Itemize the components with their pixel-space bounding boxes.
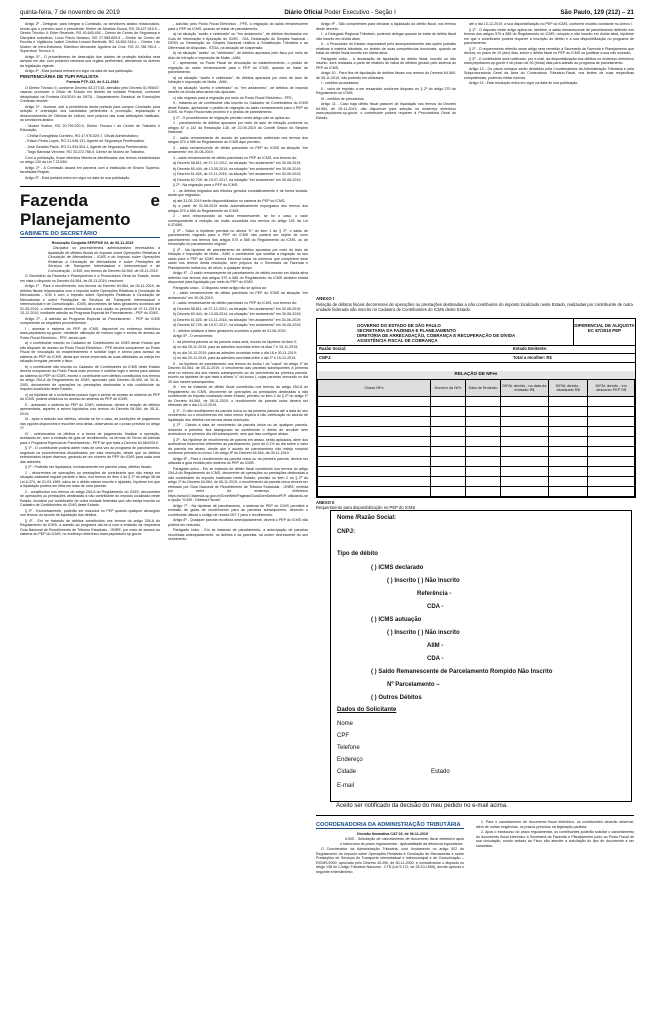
nfe-table	[317, 379, 635, 497]
text-paragraph: Artigo 12 - Os casos omissos serão decididos pela Coordenadoria da Administração Tributária e pela Subprocuradoria Geral da Área do Contencioso Tributário-Fiscal, nos limites de suas respectivas competências, podendo editar normas.	[464, 66, 634, 80]
text-paragraph: 2. Após o transcurso do prazo regulamentar, os contribuintes poderão solicitar o cancelamento do documento fiscal eletrônico à Secretaria da Fazenda e Planejamento junto ao Posto Fiscal de sua vinculação, sendo vedado ao Fisco não atender a solicitação do tipo de documento a ser cancelado.	[476, 830, 634, 848]
text-paragraph: b) Decreto 60.444, de 13-05-2014, na situação "em andamento" em 30-06-2019;	[173, 166, 302, 171]
text-paragraph: b) Decreto 60.444, de 13-05-2014, na situação "em andamento" em 30-06-2019;	[173, 312, 302, 316]
text-paragraph: c) na hipótese de o contribuinte possuir login e senha de acesso ao sistema do PEP do ICMS, poderá utilizá-los no acesso ao sistema do PEP do ICMS;	[20, 392, 160, 401]
text-paragraph: III - após a seleção dos débitos, simular se for o caso, as condições de pagamento nas opções disponíveis e escolher uma delas, observando-se o prazo previsto no artigo 1º;	[20, 417, 160, 430]
text-paragraph: Com a publicação, ficam referidos Membros identificados dos termos estabelecidos no artigo 130 da Lei 7.210/84.	[20, 155, 160, 164]
text-paragraph: Artigo 8º - Qualquer parcela recolhida antecipadamente, deverá o PEP do ICMS não poderá ser reduzido.	[168, 518, 308, 527]
text-paragraph: O Secretário da Fazenda e Planejamento e a Procuradora Geral do Estado, tendo em vista o disposto no Decreto 64.564, de 05-11-2019, resolvem:	[20, 274, 160, 283]
text-paragraph: § 4º - Em se tratando de débitos constituídos nos termos do artigo 254-A do Regulamento do ICMS, a adesão ao programa dar-se-á com a emissão da respectiva Guia Nacional de Recolhimento de Tributos Estaduais - GNRE, por meio de acesso ao sistema do PEP do ICMS, no endereço eletrônico www.pepdoicms.sp.gov.br.	[20, 518, 160, 536]
text-paragraph: § 2º - Na migração para o PEP do ICMS:	[173, 183, 239, 187]
text-paragraph: Artigo 2º - Designar, para integrar a Comissão, os servidores abaixo relacionados, sendo que o primeiro será o presidente: Kleber de Almeida Souza, RG 25.427.515-9 – Diretor Técnico II; Ester Rezende, RG 40.645.445 – Diretor de Centro de Segurança e Disciplina substituto; Lúcio Flávio Nolasco, RG 27.585.609-5 – Diretor de Centro de Escolta e Vigilância; Isabel Cristina Lussari Bertinotti, RG 18.562.316-x – Diretor I do Núcleo de Infra-Estrutura; Edinilson Alexandre Aguilera da Cruz, RG 22.758.790-4 – Supervisor Técnico II.	[20, 22, 160, 53]
text-paragraph: Artigo 4º - Esta portaria entrará em vigor na data de sua publicação.	[25, 69, 134, 73]
table-row	[318, 417, 635, 427]
text-paragraph: Artigo 4º - O saldo remanescente de parcelamento de débito inscrito em dívida ativa deferido nos termos dos artigos 570 a 585 do Regulamento do ICMS também estará disponível para liquidação por meio do PEP do ICMS.	[168, 271, 308, 284]
text-paragraph: Parágrafo único - A declaração de liquidação do débito fiscal, inscrito ou não inscrito, será realizada a partir de relatório de baixa de débitos gerado pelo sistema do PEP do ICMS.	[316, 56, 456, 70]
text-paragraph: I - acessar o sistema do PEP do ICMS, disponível no endereço eletrônico www.pepdoicms.sp.gov.br, mediante utilização de mesmo login e senha de acesso ao Posto Fiscal Eletrônico - PFE, sendo que:	[20, 326, 160, 340]
text-paragraph: b) no dia 10-12-2019, para as adesões ocorridas entre o dia 16 e 30-11-2019;	[173, 350, 297, 355]
inscrito-option[interactable]: ( ) Inscrito ( ) Não Inscrito	[387, 578, 460, 584]
text-paragraph: II - tratando-se de contribuinte não inscrito no Cadastro de Contribuintes do ICMS deste Estado, apresentar o pedido de migração do saldo remanescente para o PEP do ICMS, no Posto Fiscal mais próximo e o pedido de parcelamento.	[168, 101, 308, 114]
text-paragraph: 2 - saldo remanescente de acordo de parcelamento celebrado nos termos dos artigos 570 a 585 do Regulamento do ICMS aqui previsto;	[168, 135, 308, 144]
form-box-title: GOVERNO DO ESTADO DE SÃO PAULO SECRETARIA DA FAZENDA E PLANEJAMENTO DIRETORIA DE ARRECADAÇÃO, COBRANÇA E RECUPERAÇÃO DE DÍVIDA ASSISTÊNCIA FISCAL DE COBRANÇA	[357, 323, 516, 343]
estado-field-label: Estado	[431, 769, 450, 775]
text-paragraph: Parágrafo único - Em se tratando de parcelamento, a antecipação de parcelas recolhidas antecipadamente, os débitos e as parcelas, na ordem decrescente do seu vencimento.	[168, 528, 308, 541]
text-paragraph: § 2º - Poderão ser liquidados, exclusivamente em parcela única, débitos fiscais:	[25, 465, 152, 469]
text-paragraph: a) Decreto 58.811, de 27-12-2012, na situação "em andamento" em 30-06-2019;	[173, 161, 302, 165]
text-paragraph: Artigo 2º - A Comissão atuará em parceria com a instituição de Ensino Superior, facultadas Regras.	[20, 165, 160, 174]
text-paragraph: até o dia 13-12-2019, a sua disponibilização no PEP do ICMS, conforme modelo constante no Anexo I.	[469, 22, 633, 26]
referencia-label: Referência -	[417, 591, 452, 597]
column-header: DIFAL devido - na data da emissão R$	[501, 380, 549, 397]
text-paragraph: b) o contribuinte não inscrito no Cadastro de Contribuintes do ICMS deste Estado deverá comparecer ao Posto Fiscal mais próximo e solicitar login e senha para acesso ao sistema do PEP do ICMS, exceto o contribuinte com débitos constituídos nos termos do artigo 254-A do Regulamento do ICMS, aprovado pelo Decreto 45.490, de 30-11-2000, decorrentes de operações ou prestações destinadas a não contribuinte do imposto localizado neste Estado;	[20, 364, 160, 391]
text-paragraph: Artigo 6º - Para o recolhimento da parcela única ou da primeira parcela, deverá ser utilizada a guia emitida pelo sistema do PEP do ICMS.	[168, 456, 308, 465]
decision-title: Decisão Normativa CAT 03, de 06-11-2019	[357, 831, 428, 836]
cnpj-row: CNPJ: Total a recolher: R$	[317, 354, 635, 363]
table-row	[318, 427, 635, 437]
email-field-label: E-mail	[337, 783, 355, 789]
difal-label: DIFERENCIAL DE ALÍQUOTA EC 87/2015 PEP	[573, 319, 635, 345]
table-row	[318, 447, 635, 457]
text-paragraph: c) Decreto 61.625, de 13-11-2015, na situação "em andamento" em 30-06-2019;	[173, 172, 301, 176]
text-paragraph: Artigo 10 - Para fins de liquidação de débitos fiscais nos termos do Decreto 64.564, de 05-11-2019, não poderão ser utilizados:	[316, 71, 456, 80]
table-row	[318, 457, 635, 467]
icms-declarado-option[interactable]: ( ) ICMS declarado	[371, 565, 424, 571]
resolution-title: Resolução Conjunta SFP/PGE 04, de 06-11-2019	[51, 240, 134, 245]
text-paragraph: - Tiago Barbosa Veronez, RG 33.272.756-9, Diretor de Núcleo de Trabalho.	[25, 150, 146, 154]
portaria-title: Portaria PTP-132, de 6-11-2019	[66, 80, 119, 84]
text-paragraph: Artigo 13 - Esta resolução entra em vigor na data de sua publicação.	[469, 81, 579, 85]
text-paragraph: - Cinthia Evangelista Cordeiro, RG 47.976.529-7, Oficial Administrativo;	[25, 133, 139, 138]
request-form	[330, 510, 632, 802]
table-row	[318, 407, 635, 417]
saldo-remanescente-option[interactable]: ( ) Saldo Remanescente de Parcelamento Rompido Não Inscrito	[371, 669, 553, 675]
nome-field-label: Nome	[337, 721, 354, 727]
text-paragraph: 2 - constituídos nos termos do artigo 254-A do Regulamento do ICMS, decorrentes de operações ou prestações destinadas a não contribuinte do imposto localizado neste Estado, inclusive por contribuinte de outra unidade federada que não esteja inscrito no Cadastro de Contribuintes do ICMS deste Estado.	[20, 489, 160, 507]
subsection-title: GABINETE DO SECRETÁRIO	[20, 232, 160, 238]
text-paragraph: Artigo 5º - O vencimento:	[173, 334, 214, 338]
decision-ementa: ICMS - Solicitação de cancelamento de documento fiscal eletrônico após o transcurso do prazo regulamentar - Aplicabilidade da denúncia espontânea	[340, 837, 464, 846]
nome-label: Nome /Razão Social:	[337, 515, 397, 521]
text-paragraph: I - o Delegado Regional Tributário, podendo delegar quando se tratar de débito fiscal não inscrito em dívida ativa;	[316, 32, 456, 41]
text-paragraph: Artigo 9º - São competentes para declarar a liquidação do débito fiscal, nos termos deste decreto:	[316, 22, 456, 31]
endereco-field-label: Endereço	[337, 757, 363, 763]
relacao-nfes-header: RELAÇÃO DE NFes	[317, 371, 635, 380]
annex-title: ANEXO I	[316, 296, 335, 301]
text-paragraph: 1 - decorrentes de operações ou prestações de contribuinte que não esteja em situação cadastral regular perante o fisco, nos termos do item 4 do § 1º do artigo 38 da Lei 6.374, de 01-03-1989, salvo se o débito estiver inscrito e ajuizado, hipótese em que a liquidação poderá ser feita em mais de uma parcela;	[20, 470, 160, 488]
text-paragraph: IV - selecionados os débitos e a forma de pagamento, finalizar a operação, aceitando-se, com a emissão da guia de recolhimento, os termos do Termo de Adesão para o Programa Especial de Parcelamento - PEP de que trata o Decreto 64.564/2019.	[20, 431, 160, 445]
column-header: DIFAL devido - em desconto PEP R$	[588, 380, 635, 397]
column-header: Data de Emissão	[466, 380, 501, 397]
text-paragraph: II - o Procurador do Estado responsável pelo acompanhamento das ações judiciais relativas à matéria tributária, no âmbito de suas competências funcionais, quando se tratar de débito fiscal inscrito em dívida ativa.	[316, 42, 456, 55]
column-2	[168, 22, 308, 1020]
text-paragraph: a) o contribuinte inscrito no Cadastro de Contribuintes do ICMS deste Estado que não dispuser de acesso ao Posto Fiscal Eletrônico - PFE deverá comparecer ao Posto Fiscal de vinculação do estabelecimento e solicitar login e senha para acesso ao sistema do PEP do ICMS, ainda que tenha encerrado as suas atividades ou esteja em situação irregular perante o fisco;	[20, 341, 160, 363]
text-paragraph: Parágrafo único - Em se tratando de débito fiscal constituído nos termos do artigo 254-A do Regulamento do ICMS, decorrente de operações ou prestações destinadas a não contribuinte do imposto localizado neste Estado, previsto no item 2 do § 2º do artigo 1º do Decreto 64.564, de 05-11-2019, o recolhimento da parcela única deverá ser efetuado por Guia Nacional de Recolhimento de Tributos Estaduais - GNRE, emitida por meio do endereço eletrônico https://www10.fazenda.sp.gov.br/GnreWeb/Paginas/GuiaGnreDebitosPEP, utilizando-se a opção "ICMS - Débitos Fiscais".	[168, 466, 308, 502]
text-paragraph: c) Decreto 61.625, de 13-11-2015, na situação "em andamento" em 30-06-2019;	[173, 317, 301, 322]
cpf-field-label: CPF	[337, 733, 349, 739]
annex-ii	[316, 500, 634, 510]
aiim-label: AIIM -	[427, 643, 444, 649]
text-paragraph: 2 - saldo remanescente de débito parcelado no PEP do ICMS, nos termos do:	[173, 301, 297, 305]
text-paragraph: a) Decreto 58.811, de 27-12-2012, na situação "em andamento" em 30-06-2019;	[173, 306, 302, 311]
text-paragraph: Artigo 7º - Na hipótese de parcelamento, o sistema do PEP do ICMS permitirá a emissão de guias de recolhimento para as parcelas subsequentes, devendo o contribuinte utilizar o código de receita 097-7 para o recolhimento.	[168, 503, 308, 517]
text-paragraph: II - valor de imposto a ser ressarcido conforme disposto no § 2º do artigo 270 do Regulamento do ICMS;	[316, 86, 456, 95]
aceito-text: Aceito ser notificado da decisão do meu pedido no e-mail acima.	[336, 803, 508, 809]
text-paragraph: - Edson Pedro Lopes, RG 21.946.131, Agente de Segurança Penitenciária;	[25, 139, 145, 143]
column-header: Número da NFe	[431, 380, 466, 397]
table-row	[318, 467, 635, 477]
text-paragraph: d) Decreto 62.709, de 19-07-2017, na situação "em andamento" em 30-06-2019;	[173, 323, 302, 327]
text-paragraph: § 2º - O requerimento referido neste artigo será remetido à Secretaria da Fazenda e Planejamento que deverá, no prazo de 10 (dez) dias, incluir o débito fiscal no PEP do ICMS ou justificar a sua não inclusão.	[464, 46, 634, 55]
annex-description: Requerimento para disponibilização no PEP do ICMS	[316, 505, 416, 510]
nfe-form-box	[316, 318, 636, 498]
column-header: Chave NFe	[318, 380, 431, 397]
text-paragraph: 4 - saldo remanescente de débito parcelado no PEP do ICMS, nos termos do:	[173, 155, 297, 160]
text-paragraph: III - créditos de precatórios.	[321, 96, 365, 101]
text-paragraph: 3 - saldo remanescente de débito parcelado no PEP do ICMS na situação "em andamento" em 30-06-2019;	[168, 145, 308, 154]
text-paragraph: O Diretor Técnico II, conforme Decreto 63.277/18, atendido pelo Decreto 51.906/07, visando promover o Ofício de Estudo em âmbito da unidade Prisional, conforme disciplinado na Portaria 001/2019 do DETA - Departamento Estadual de Execuções Criminais resolve:	[20, 85, 160, 103]
form-box-header	[317, 319, 635, 346]
text-paragraph: Artigo 11 - Caso haja débito fiscal passível de liquidação nos termos do Decreto 64.564, de 05-11-2019, não disponível para seleção no endereço eletrônico www.pepdoicms.sp.gov.br, o contribuinte poderá requerer à Procuradoria Geral do Estado,	[316, 102, 456, 120]
text-paragraph: 2 - será reincorporado ao saldo remanescente, se for o caso, o valor correspondente à redução da multa concedida nos termos do artigo 101 da Lei 6.374/89.	[168, 214, 308, 227]
annex-title: ANEXO II	[316, 500, 335, 505]
text-paragraph: I - créditos acumulados;	[321, 81, 360, 85]
text-paragraph: § 1º - O contribuinte poderá aderir mais de uma vez ao programa de parcelamento, seguindo os procedimentos disciplinados por esta resolução, desde que os débitos selecionados sejam diversos, gerando-se um número de PEP do ICMS para cada uma das adesões.	[20, 446, 160, 464]
cidade-field-label: Cidade	[337, 769, 357, 775]
column-3	[316, 22, 456, 292]
text-paragraph: b) na situação "aceito" ou "celebrado", de débitos apurados pelo fisco por meio de Auto de Infração e Imposição de Multa - AIIM;	[168, 51, 308, 60]
section-title: Fazenda e Planejamento	[20, 186, 160, 229]
text-paragraph: c) no dia 20-12-2019, para as adesões ocorridas entre o dia 1º e 15-12-2019;	[173, 356, 297, 360]
cda-label: CDA -	[427, 604, 444, 610]
cnpj-label: CNPJ:	[337, 529, 356, 535]
text-paragraph: § 3º - Exclusivamente, poderão ser incluídos no PEP quando qualquer abrangido nos termos do acordo de liquidação dos débitos.	[20, 508, 160, 517]
text-paragraph: II - na hipótese de parcelamento nos termos do inciso I do "caput" do artigo 1º do Decreto 64.564, de 05-11-2019, o vencimento das parcelas subsequentes à primeira será no mesmo dia dos meses subsequentes ao do vencimento da primeira parcela, exceto na hipótese de que trata a alínea "c" do inciso I, cujas parcelas vencerão no dia 25 dos meses subsequentes.	[168, 361, 308, 384]
text-paragraph: b) na situação "aceito e celebrado" ou "em andamento", de débitos de imposto inscrito na dívida ativa ainda não ajuizado;	[168, 85, 308, 94]
outros-debitos-option[interactable]: ( ) Outros Débitos	[371, 695, 422, 701]
column-4	[464, 22, 634, 292]
column-1	[20, 22, 160, 1020]
page-header	[20, 6, 634, 19]
text-paragraph: a) no dia 25-11-2019, para as adesões ocorridas entre os dias 7 e 15-11-2019;	[173, 345, 299, 349]
telefone-field-label: Telefone	[337, 745, 360, 751]
section-heading: PENITENCIÁRIA DE TUPI PAULISTA	[20, 73, 99, 79]
text-paragraph: a) na situação "aceito e celebrado", de débitos apurados por meio de Auto de Infração e Imposição de Multa - AIIM;	[168, 75, 308, 84]
tipo-debito-label: Tipo de débito	[337, 551, 378, 557]
table-row	[318, 487, 635, 497]
text-paragraph: § 2º - Caindo a data de vencimento da parcela única ou de qualquer parcela, incluindo a primeira, fica assegurado ao contribuinte o direito de recolher sem acréscimos no primeiro dia útil subsequente, sem que isso configure atraso.	[168, 423, 308, 436]
text-paragraph: Artigo 3º - O procedimento de destruição dos coletes de proteção balística será lavrado em ata, com posterior remessa aos órgãos pertinentes, atendendo os dizeres da legislação vigente.	[20, 54, 160, 68]
text-paragraph: a) até 31-05-2019 serão disponibilizados no sistema do PEP do ICMS;	[173, 198, 286, 203]
annex-i	[316, 296, 634, 312]
cda-label-2: CDA -	[427, 656, 444, 662]
table-row	[318, 437, 635, 447]
text-paragraph: § 1º - O procedimento de migração previsto neste artigo não se aplica ao:	[173, 115, 291, 120]
inscrito-option-2[interactable]: ( ) Inscrito ( ) Não inscrito	[387, 630, 460, 636]
dados-solicitante-heading: Dados do Solicitante	[337, 707, 397, 713]
razao-row: Razão Social: Estado Emitente:	[317, 345, 635, 354]
table-row	[318, 397, 635, 407]
text-paragraph: O Coordenador da Administração Tributária, com fundamento no artigo 522 do Regulamento do Imposto sobre Operações Relativas à Circulação de Mercadorias e sobre Prestações de Serviços de Transporte Interestadual e Intermunicipal e de Comunicação – RICMS/2000, aprovado pelo Decreto 45.490, de 30-11-2000, e considerando o disposto no artigo 138 do Código Tributário Nacional - CTN (Lei 5.172, de 25-10-1966), decide aprovar o seguinte entendimento:	[316, 847, 464, 874]
text-paragraph: 1 - os débitos migrados aos tributos gerados cumulativamente e de forma isolada, ainda que migrados;	[168, 188, 308, 197]
annex-description: Relação de débitos fiscais decorrentes de operações ou prestações destinadas a não contribuinte do imposto localizado neste Estado, realizadas por contribuinte de outra unidade federada não inscrito no Cadastro de Contribuintes do ICMS deste Estado.	[316, 302, 633, 312]
text-paragraph: § 1º - O não recolhimento da parcela única ou da primeira parcela até a data do seu vencimento ou o recolhimento em valor menor implica a não celebração do acordo de liquidação dos débitos nos termos desta resolução.	[168, 408, 308, 422]
column-4-bottom	[476, 820, 634, 1022]
text-paragraph: Artigo 3º - Esta portaria entra em vigor na data de sua publicação.	[25, 175, 131, 180]
text-paragraph: § 3º - Na hipótese de recolhimento de parcela em atraso, serão aplicados, além dos acréscimos financeiros referentes ao parcelamento, juros de 0,1% ao dia sobre o valor da parcela em atraso, desde que o acordo de parcelamento não esteja rompido conforme previsto no inciso I do artigo 8º do Decreto 64.564, de 05-11-2019.	[168, 437, 308, 455]
text-paragraph: b) a partir de 01-06-2019 serão automaticamente expurgados dos termos dos artigos 570 a 585 do Regulamento do ICMS;	[168, 204, 308, 213]
resolution-ementa: Disciplina os procedimentos administrativos necessários à liquidação de débitos fiscais do Imposto sobre Operações Relativas à Circulação de Mercadorias - ICMS e do Imposto sobre Operações Relativas à Circulação de Mercadorias e sobre Prestações de Serviços de Transporte Interestadual e Intermunicipal e de Comunicação - ICMS, nos termos do Decreto 64.564, de 05-11-2019	[48, 246, 160, 273]
divider	[316, 815, 634, 816]
text-paragraph: III - em se tratando de débito fiscal constituído nos termos do artigo 254-A do Regulamento do ICMS, decorrente de operações ou prestações destinadas a não contribuinte do imposto localizado neste Estado, previsto no item 2 do § 2º do artigo 1º do Decreto 64.564, de 05-11-2019, o recolhimento da parcela única deverá ser efetuado até o dia 13-12-2019.	[168, 385, 308, 407]
header-date: quinta-feira, 7 de novembro de 2019	[20, 8, 120, 16]
text-paragraph: - José Geraldo Paulo, RG 21.934.504-1, Agente de Segurança Penitenciária;	[25, 144, 148, 149]
text-paragraph: - solicitar, pelo Posto Fiscal Eletrônico - PFE, a migração do saldo remanescente para o PEP do ICMS, quando se tratar de parcelamento:	[168, 22, 308, 31]
subsection-title: COORDENADORIA DA ADMINISTRAÇÃO TRIBUTÁRIA	[316, 823, 464, 829]
text-paragraph: c) não migrado para a migração por meio do Posto Fiscal Eletrônico - PFE;	[173, 95, 293, 100]
icms-autuacao-option[interactable]: ( ) ICMS autuação	[371, 617, 422, 623]
text-paragraph: Artigo 1º - Nomear, sob a presidência desta portaria para compor Comissão para seleção e orientação dos candidatos pertinentes à promoção, implantação e desenvolvimento de Oficinas de Leitura, sem prejuízo das suas atribuições habituais, os servidores abaixo:	[20, 104, 160, 122]
text-paragraph: II - acessado o sistema do PEP do ICMS, selecionar, dentre a relação de débitos apresentada, aqueles a serem liquidados nos termos do Decreto 64.564, de 05-11-2019;	[20, 402, 160, 416]
header-edition: São Paulo, 129 (212) – 21	[560, 8, 634, 16]
text-paragraph: Parágrafo único - O disposto neste artigo não se aplica ao:	[173, 285, 267, 290]
column-header: DIFAL devido - atualizado R$	[548, 380, 588, 397]
text-paragraph: 1 - parcelamento de débitos apurados por meio de auto de infração conforme os artigos 87 a 142 da Resolução 145, de 22-09-2019 do Comitê Gestor do Simples Nacional;	[168, 121, 308, 134]
text-paragraph: Artigo 2º - A adesão ao Programa Especial de Parcelamento - PEP do ICMS compreende os seguintes procedimentos:	[20, 316, 160, 325]
text-paragraph: 2 - apresentar, no Posto Fiscal de vinculação do estabelecimento, o pedido de migração do saldo remanescente para o PEP do ICMS, quando se tratar de parcelamento:	[168, 61, 308, 74]
text-paragraph: I - da primeira parcela ou da parcela única será, exceto na hipótese do item II:	[173, 339, 298, 344]
text-paragraph: § 3º - O contribuinte será notificado, por e-mail, da disponibilização dos débitos no endereço eletrônico www.pepdoicms.sp.gov.br e do prazo de 30 (trinta) dias para adesão ao programa de parcelamento.	[464, 56, 634, 65]
text-paragraph: 3 - débitos relativos a fatos geradores ocorridos a partir de 01-06-2019.	[173, 328, 287, 333]
text-paragraph: a) na situação "aceito e celebrado" ou "em andamento", de débitos declarados em Guia de Informação e Apuração do ICMS - GIA, Declaração do Simples Nacional - DESN ou Declaração do Simples Nacional relativa à Substituição Tributária e ao Diferencial de Alíquotas - STDA, na situação de suspensão;	[168, 32, 308, 50]
text-paragraph: Artigo 1º - Para o recolhimento, nos termos do Decreto 64.564, de 05-11-2019, de débitos fiscais relacionados com o Imposto sobre Operações Relativas à Circulação de Mercadorias - ICM e com o Imposto sobre Operações Relativas à Circulação de Mercadorias e sobre Prestações de Serviços de Transporte Interestadual e Intermunicipal e de Comunicação - ICMS, decorrentes de fatos geradores ocorridos até 31-05-2019, o interessado deverá formalizar a sua opção no período de 07-11-2019 a 15-12-2019, mediante adesão ao Programa Especial de Parcelamento - PEP do ICMS.	[20, 284, 160, 315]
parcelamento-label: Nº Parcelamento –	[387, 682, 440, 688]
text-paragraph: d) Decreto 62.709, de 19-07-2017, na situação "em andamento" em 30-06-2019;	[173, 177, 302, 182]
text-paragraph: § 1º - O disposto neste artigo aplica-se, também, a saldo remanescente de parcelamento deferido nos termos dos artigos 570 a 585 do Regulamento do ICMS, rompido e não inscrito em dívida ativa, hipótese em que o contribuinte poderá requerer a inscrição do débito e a sua disponibilização no programa de parcelamento.	[464, 27, 634, 45]
text-paragraph: - Moacir Scalon, RG 20.799.200-9, Diretor Técnico I do Centro de Trabalho e Educação;	[20, 123, 160, 132]
text-paragraph: § 4º - Na hipótese de parcelamento de débitos apurados por meio de Auto de Infração e Imposição de Multa - AIIM, o contribuinte que solicitar a migração do seu saldo para o PEP do ICMS deverá informar todos os números que completem esse saldo nos termos desta resolução, sem prejuízo da o Secretaria da Fazenda e Planejamento indicá-los, de ofício, a qualquer tempo.	[168, 247, 308, 270]
text-paragraph: 1. Para o cancelamento de documento fiscal eletrônico, os contribuintes deverão observar, além de outras exigências, os prazos previstos na legislação paulista.	[476, 820, 634, 829]
header-title: Diário Oficial Poder Executivo - Seção I	[284, 8, 396, 16]
table-row	[318, 477, 635, 487]
text-paragraph: 1 - saldo remanescente de débito parcelado no PEP do ICMS na situação "em andamento" em 30-06-2019;	[168, 291, 308, 300]
column-3-bottom	[316, 820, 464, 1022]
text-paragraph: § 3º - Salvo a hipótese prevista no alínea "b" do item 1 do § 2º, o saldo de parcelamento migrado para o PEP do ICMS não poderá ser objeto de novo parcelamento nos termos dos artigos 570 a 585 do Regulamento do ICMS, ou de reinscrição do parcelamento original.	[168, 228, 308, 246]
